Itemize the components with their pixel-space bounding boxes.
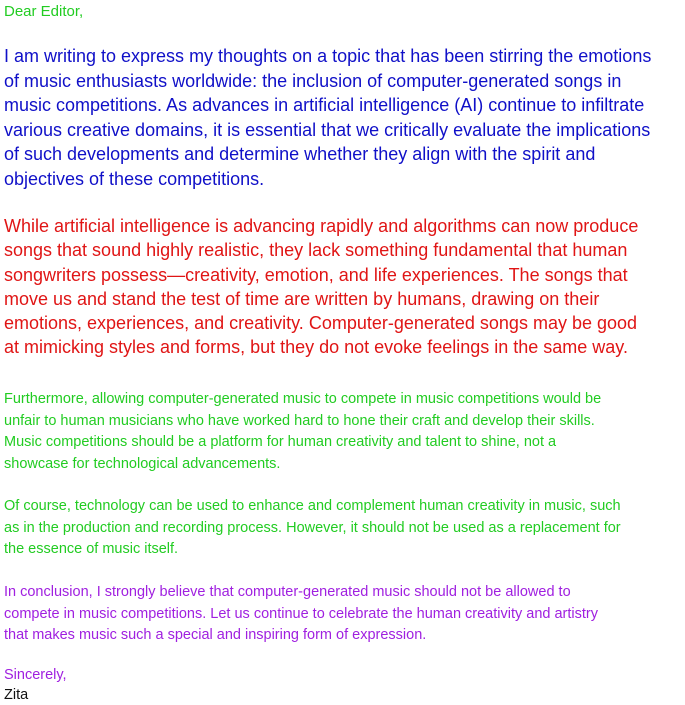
paragraph-line: objectives of these competitions. [4, 168, 265, 189]
paragraph-line: I am writing to express my thoughts on a topic that has been stirring the emotions [4, 46, 652, 66]
paragraph-line: that makes music such a special and inspiring form of expression. [4, 627, 427, 644]
paragraph-line: While artificial intelligence is advancing rapidly and algorithms can now produce [4, 216, 639, 236]
paragraph-line: songwriters possess—creativity, emotion, and life experiences. The songs that [4, 264, 628, 285]
closing: Sincerely, [4, 667, 67, 683]
paragraph-line: showcase for technological advancements. [4, 455, 281, 472]
paragraph-line: In conclusion, I strongly believe that computer-generated music should not be allowed to [4, 584, 571, 600]
paragraph-line: compete in music competitions. Let us continue to celebrate the human creativity and artistry [4, 605, 598, 622]
paragraph-line: various creative domains, it is essential that we critically evaluate the implications [4, 119, 651, 140]
paragraph-line: at mimicking styles and forms, but they do not evoke feelings in the same way. [4, 337, 628, 358]
signature: Zita [4, 687, 29, 703]
paragraph-line: unfair to human musicians who have worked hard to hone their craft and develop their skills. [4, 412, 595, 429]
paragraph-line: of such developments and determine whether they align with the spirit and [4, 144, 596, 165]
paragraph-line: Music competitions should be a platform for human creativity and talent to shine, not a [4, 434, 557, 451]
paragraph-intro [4, 44, 651, 192]
paragraph-line: of music enthusiasts worldwide: the inclusion of computer-generated songs in [4, 70, 622, 91]
paragraph-line: move us and stand the test of time are written by humans, drawing on their [4, 288, 600, 309]
paragraph-of-course [4, 496, 621, 561]
greeting: Dear Editor, [4, 3, 84, 20]
paragraph-furthermore [4, 389, 601, 475]
paragraph-argument [4, 214, 638, 360]
paragraph-line: Of course, technology can be used to enhance and complement human creativity in music, such [4, 498, 621, 514]
paragraph-line: music competitions. As advances in artificial intelligence (AI) continue to infiltrate [4, 95, 645, 116]
paragraph-line: emotions, experiences, and creativity. Computer-generated songs may be good [4, 313, 638, 334]
paragraph-line: Furthermore, allowing computer-generated music to compete in music competitions would be [4, 391, 602, 407]
paragraph-line: the essence of music itself. [4, 541, 179, 558]
paragraph-line: songs that sound highly realistic, they lack something fundamental that human [4, 240, 628, 261]
paragraph-conclusion [4, 582, 598, 647]
paragraph-line: as in the production and recording process. However, it should not be used as a replacement for [4, 519, 621, 536]
